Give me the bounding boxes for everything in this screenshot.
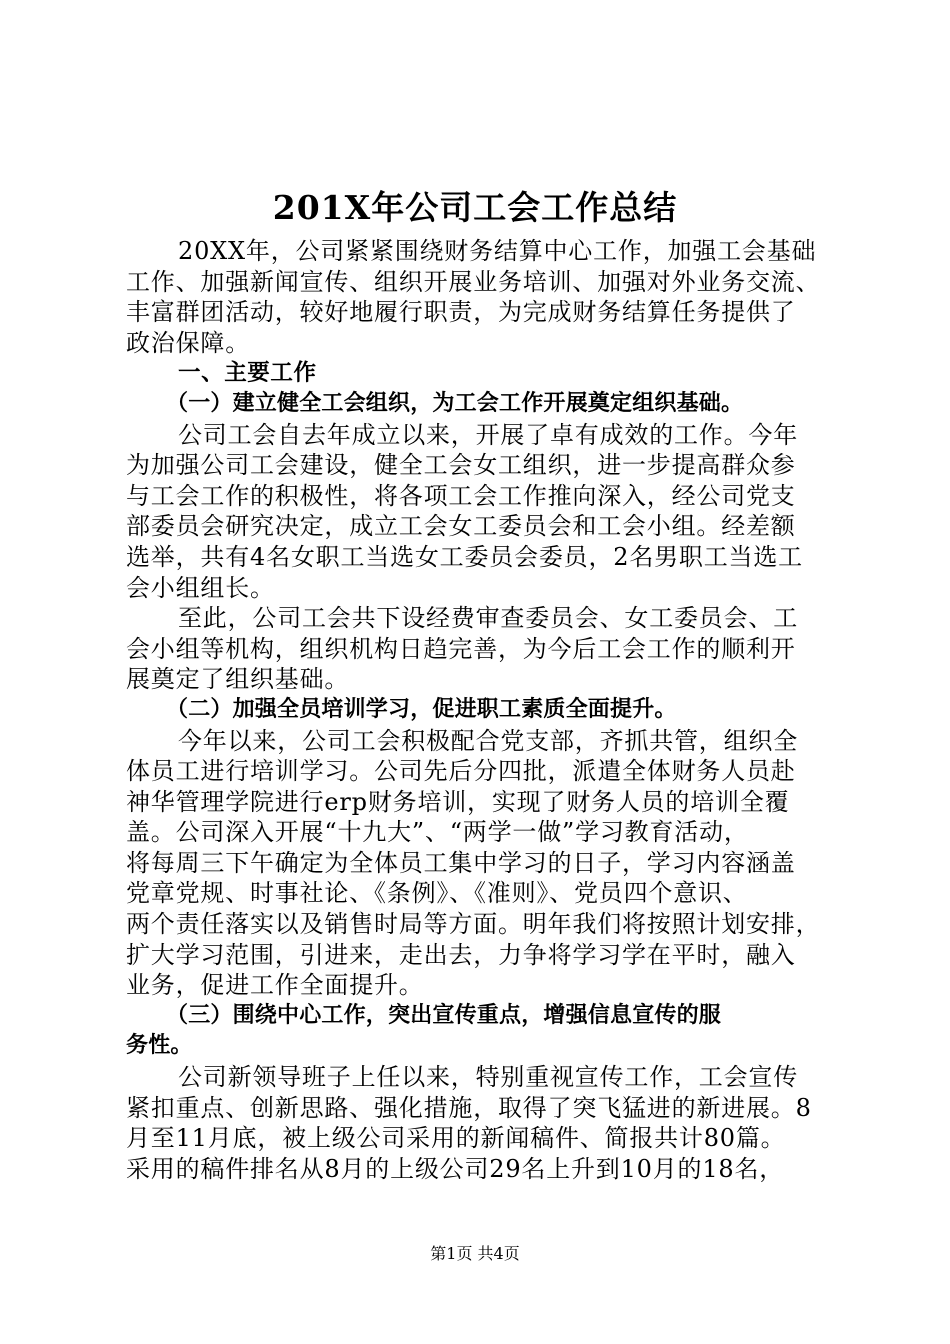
- subsection-heading: 务性。: [126, 1033, 193, 1059]
- document-title: 201X年公司工会工作总结: [272, 188, 678, 227]
- paragraph-line: 部委员会研究决定，成立工会女工委员会和工会小组。经差额: [126, 512, 796, 541]
- paragraph-line: 与工会工作的积极性，将各项工会工作推向深入，经公司党支: [126, 481, 796, 510]
- paragraph-line: 将每周三下午确定为全体员工集中学习的日子，学习内容涵盖: [126, 848, 796, 877]
- paragraph-line: 党章党规、时事社论、《条例》、《准则》、党员四个意识、: [126, 879, 748, 908]
- paragraph-line: 会小组组长。: [126, 573, 275, 602]
- section-heading: 一、主要工作: [178, 360, 317, 387]
- intro-line: 20XX年，公司紧紧围绕财务结算中心工作，加强工会基础: [178, 237, 817, 265]
- paragraph-line: 今年以来，公司工会积极配合党支部，齐抓共管，组织全: [178, 726, 798, 755]
- paragraph-line: 月至11月底，被上级公司采用的新闻稿件、简报共计80篇。: [126, 1124, 786, 1153]
- paragraph-line: 采用的稿件排名从8月的上级公司29名上升到10月的18名，: [126, 1154, 785, 1183]
- paragraph-line: 公司新领导班子上任以来，特别重视宣传工作，工会宣传: [178, 1063, 798, 1092]
- paragraph-line: 为加强公司工会建设，健全工会女工组织，进一步提高群众参: [126, 451, 796, 480]
- paragraph-line: 盖。公司深入开展“十九大”、“两学一做”学习教育活动，: [126, 818, 749, 847]
- intro-line: 工作、加强新闻宣传、组织开展业务培训、加强对外业务交流、: [126, 267, 821, 296]
- paragraph-line: 会小组等机构，组织机构日趋完善，为今后工会工作的顺利开: [126, 634, 796, 663]
- paragraph-line: 扩大学习范围，引进来，走出去，力争将学习学在平时，融入: [126, 940, 796, 969]
- paragraph-line: 业务，促进工作全面提升。: [126, 971, 424, 1000]
- paragraph-line: 神华管理学院进行erp财务培训，实现了财务人员的培训全覆: [126, 787, 790, 816]
- paragraph-line: 两个责任落实以及销售时局等方面。明年我们将按照计划安排，: [126, 910, 821, 939]
- subsection-heading: （二）加强全员培训学习，促进职工素质全面提升。: [166, 696, 677, 722]
- paragraph-line: 展奠定了组织基础。: [126, 665, 350, 694]
- paragraph-line: 选举，共有4名女职工当选女工委员会委员，2名男职工当选工: [126, 542, 803, 571]
- document-body: [126, 236, 838, 1184]
- intro-line: 政治保障。: [126, 328, 250, 357]
- paragraph-line: 紧扣重点、创新思路、强化措施，取得了突飞猛进的新进展。8: [126, 1093, 812, 1122]
- paragraph-line: 体员工进行培训学习。公司先后分四批，派遣全体财务人员赴: [126, 757, 796, 786]
- subsection-heading: （一）建立健全工会组织，为工会工作开展奠定组织基础。: [166, 390, 744, 416]
- paragraph-line: 至此，公司工会共下设经费审查委员会、女工委员会、工: [178, 604, 798, 633]
- paragraph-line: 公司工会自去年成立以来，开展了卓有成效的工作。今年: [178, 420, 798, 449]
- page-footer: 第1页 共4页: [430, 1244, 520, 1263]
- intro-line: 丰富群团活动，较好地履行职责，为完成财务结算任务提供了: [126, 298, 796, 327]
- subsection-heading: （三）围绕中心工作，突出宣传重点，增强信息宣传的服: [166, 1002, 722, 1028]
